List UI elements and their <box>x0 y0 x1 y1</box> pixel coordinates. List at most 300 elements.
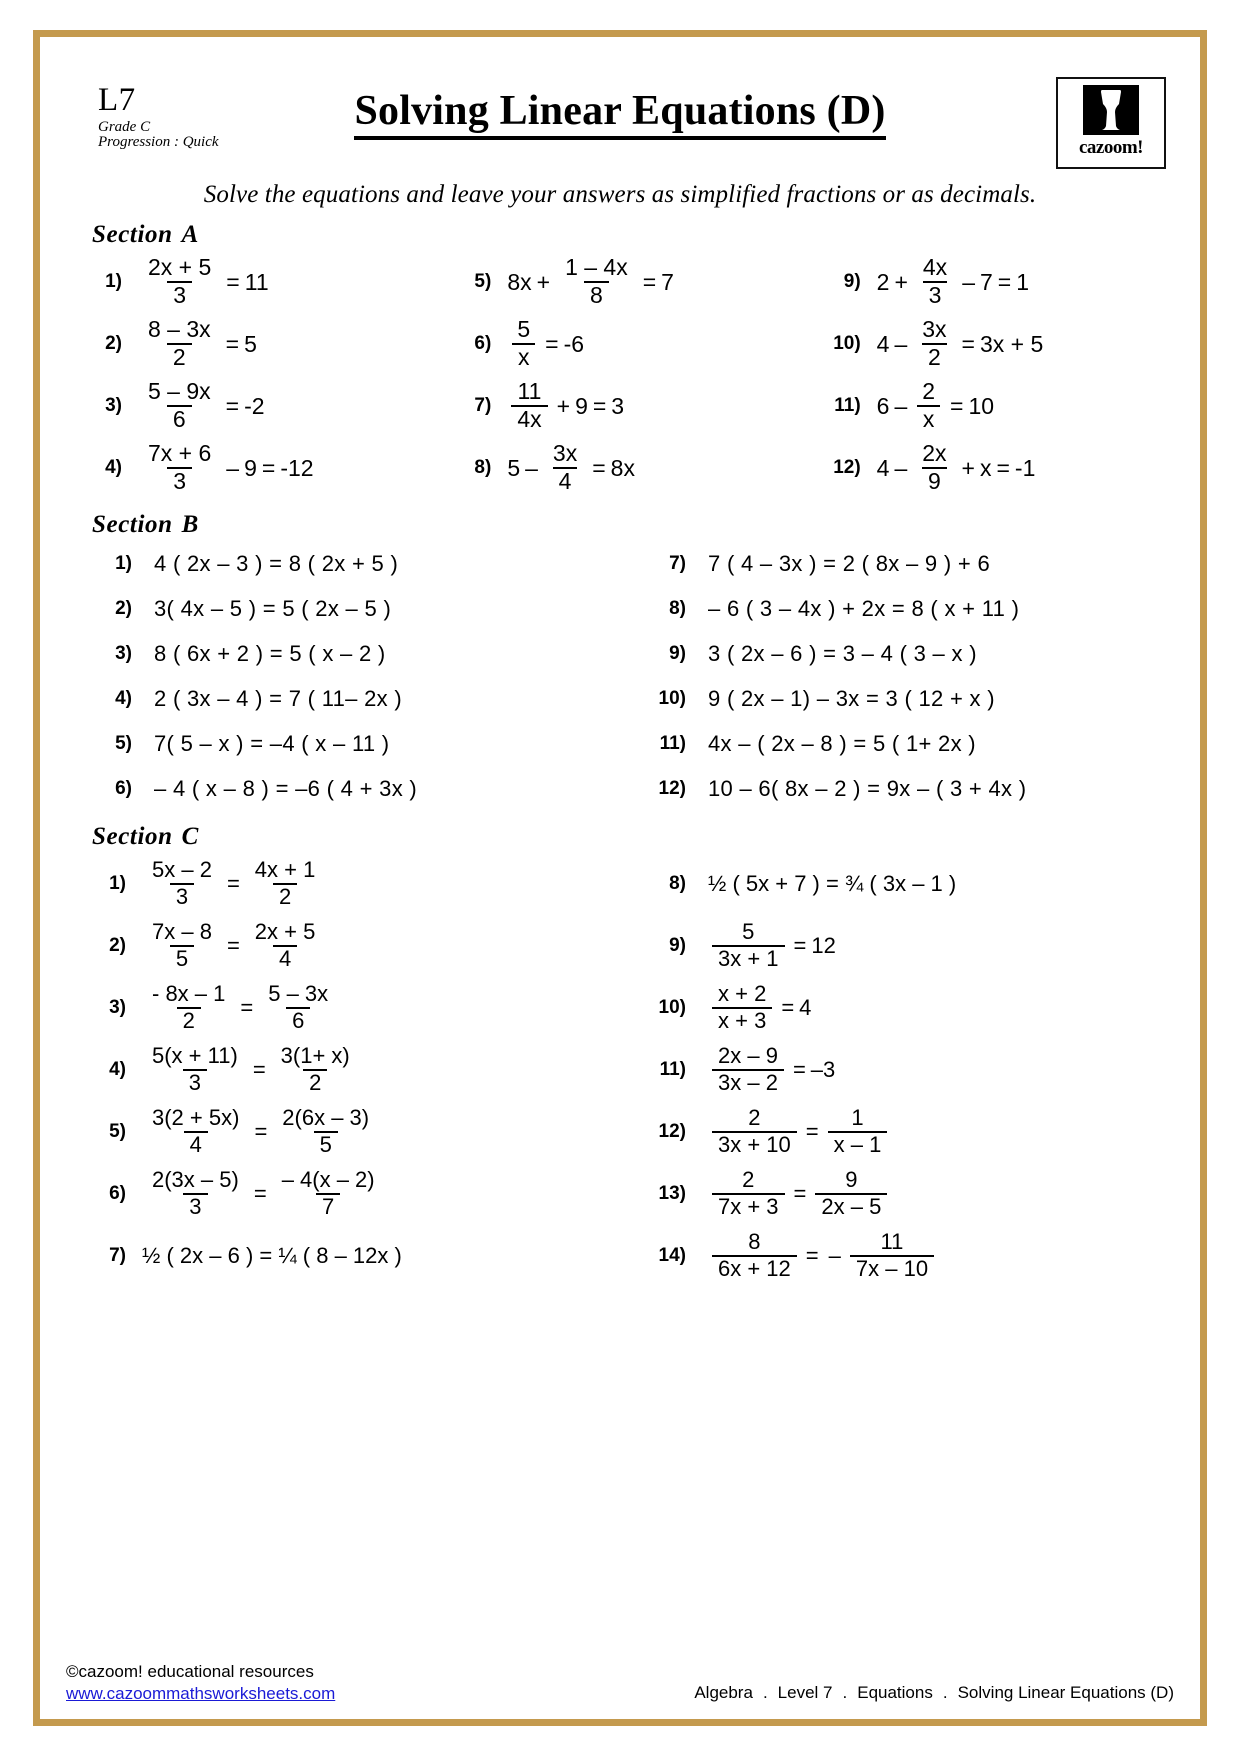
fraction <box>712 983 772 1033</box>
question-number: 5) <box>115 732 132 754</box>
math-term: ½ ( 5x + 7 ) = ¾ ( 3x – 1 ) <box>708 871 957 896</box>
math-operator: = <box>642 268 657 295</box>
question-item <box>805 313 1174 375</box>
question-number: 1) <box>109 873 126 894</box>
equation-expression: 7( 5 – x ) = –4 ( x – 11 ) <box>154 730 390 756</box>
question-item <box>620 1163 1174 1225</box>
math-operator: = <box>252 1057 266 1082</box>
question-item <box>66 631 620 676</box>
question-number: 12) <box>658 1121 686 1142</box>
fraction-denominator: 6x + 12 <box>712 1255 797 1281</box>
fraction-numerator: 7x – 8 <box>152 919 212 945</box>
equation-expression <box>708 1045 835 1095</box>
question-item <box>620 1225 1174 1287</box>
fraction-numerator: 2(3x – 5) <box>152 1167 239 1193</box>
section-c-letter: C <box>181 823 199 850</box>
question-number: 4) <box>105 457 122 478</box>
equation-expression: 3( 4x – 5 ) = 5 ( 2x – 5 ) <box>154 595 392 621</box>
math-operator: + <box>556 392 571 419</box>
equation-expression: 4 ( 2x – 3 ) = 8 ( 2x + 5 ) <box>154 550 399 576</box>
fraction-denominator: 3 <box>923 281 948 308</box>
question-item <box>620 586 1174 631</box>
question-number: 8) <box>669 597 686 619</box>
question-number: 11) <box>659 1059 686 1080</box>
question-number: 6) <box>115 777 132 799</box>
question-item <box>435 251 804 313</box>
fraction <box>547 442 583 494</box>
fraction-denominator: x – 1 <box>828 1131 888 1157</box>
fraction-denominator: 4 <box>553 467 578 494</box>
equation-expression <box>877 442 1036 494</box>
math-operator: + <box>894 268 908 295</box>
equation-expression <box>708 871 956 897</box>
math-term: 5 <box>507 454 521 481</box>
fraction <box>146 921 218 971</box>
section-a-heading <box>92 221 1174 249</box>
math-term: 4 <box>876 454 890 481</box>
fraction-denominator: x + 3 <box>712 1007 772 1033</box>
fraction-numerator: 7x + 6 <box>148 440 212 467</box>
fraction-denominator: 7x – 10 <box>850 1255 934 1281</box>
question-number: 5) <box>474 271 492 292</box>
question-number: 2) <box>105 333 122 354</box>
fraction-denominator: 2 <box>167 343 192 370</box>
math-term: 10 <box>968 392 995 419</box>
fraction <box>916 318 952 370</box>
website-link[interactable]: www.cazoommathsworksheets.com <box>66 1683 336 1703</box>
question-item <box>66 586 620 631</box>
math-term: 9 <box>575 392 588 419</box>
question-number: 2) <box>115 597 132 619</box>
fraction-numerator: 8 <box>748 1229 761 1255</box>
fraction <box>146 983 231 1033</box>
fraction-denominator: 2 <box>303 1069 327 1095</box>
math-operator: = <box>950 392 964 419</box>
math-term: -6 <box>563 330 585 357</box>
math-operator: = <box>226 268 240 295</box>
fraction-denominator: x <box>917 405 941 432</box>
fraction-numerator: - 8x – 1 <box>152 981 226 1007</box>
fraction-denominator: 3 <box>167 281 192 308</box>
fraction-denominator: 5 <box>170 945 194 971</box>
question-item <box>66 1163 620 1225</box>
question-item <box>620 541 1174 586</box>
question-item <box>620 853 1174 915</box>
question-number: 3) <box>109 997 126 1018</box>
math-term: 2 <box>876 268 890 295</box>
fraction-numerator: 2x + 5 <box>148 254 212 281</box>
question-item <box>66 676 620 721</box>
math-term: 8x <box>610 454 635 481</box>
fraction-denominator: 9 <box>922 467 947 494</box>
fraction-denominator: 6 <box>286 1007 310 1033</box>
question-number: 3) <box>105 395 122 416</box>
section-c-questions <box>66 853 1174 1287</box>
question-item <box>66 721 620 766</box>
question-number: 6) <box>474 333 492 354</box>
fraction-numerator: 9 <box>845 1167 858 1193</box>
math-operator: – <box>525 454 538 481</box>
fraction-denominator: 3x – 2 <box>712 1069 784 1095</box>
math-operator: = <box>996 454 1010 481</box>
math-operator: – <box>226 454 240 481</box>
question-item <box>805 375 1174 437</box>
question-number: 1) <box>105 271 122 292</box>
fraction-numerator: 5 <box>517 316 531 343</box>
breadcrumb-item: Level 7 <box>777 1683 833 1702</box>
question-number: 9) <box>669 642 686 664</box>
fraction <box>142 256 217 308</box>
fraction <box>276 1107 375 1157</box>
question-number: 1) <box>115 552 132 574</box>
fraction-numerator: 1 <box>851 1105 864 1131</box>
question-item <box>620 631 1174 676</box>
fraction-numerator: 1 – 4x <box>565 254 628 281</box>
equation-expression <box>138 442 314 494</box>
question-item <box>620 721 1174 766</box>
section-c-heading <box>92 823 1174 851</box>
fraction-numerator: 2 <box>748 1105 761 1131</box>
equation-expression: 8 ( 6x + 2 ) = 5 ( x – 2 ) <box>154 640 386 666</box>
fraction <box>146 1169 245 1219</box>
question-number: 12) <box>833 457 861 478</box>
question-number: 6) <box>109 1183 126 1204</box>
fraction-denominator: 6 <box>167 405 192 432</box>
equation-expression: 10 – 6( 8x – 2 ) = 9x – ( 3 + 4x ) <box>708 775 1027 801</box>
fraction-numerator: 4x + 1 <box>254 857 316 883</box>
progression-label: Progression : Quick <box>98 134 219 151</box>
fraction-numerator: 8 – 3x <box>148 316 211 343</box>
equation-expression <box>142 921 325 971</box>
fraction-numerator: 2 <box>742 1167 755 1193</box>
question-number: 7) <box>474 395 492 416</box>
fraction-denominator: 4 <box>184 1131 208 1157</box>
question-item <box>66 437 435 499</box>
fraction-denominator: 3 <box>170 883 194 909</box>
question-item <box>66 977 620 1039</box>
section-c-left-column <box>66 853 620 1287</box>
question-number: 10) <box>833 333 861 354</box>
fraction <box>850 1231 934 1281</box>
worksheet-content <box>40 37 1200 1719</box>
math-term: ½ ( 2x – 6 ) = ¼ ( 8 – 12x ) <box>142 1243 402 1268</box>
fraction <box>712 1231 797 1281</box>
question-item <box>805 251 1174 313</box>
fraction-numerator: 3(2 + 5x) <box>152 1105 240 1131</box>
math-operator: – <box>894 330 908 357</box>
fraction-denominator: 8 <box>584 281 609 308</box>
question-item <box>66 313 435 375</box>
question-number: 13) <box>658 1183 686 1204</box>
equation-expression <box>142 859 325 909</box>
fraction-denominator: 3 <box>183 1193 207 1219</box>
equation-expression: 2 ( 3x – 4 ) = 7 ( 11– 2x ) <box>154 685 402 711</box>
section-b-questions <box>66 541 1174 811</box>
math-term: -1 <box>1014 454 1036 481</box>
fraction-denominator: 2 <box>273 883 297 909</box>
math-operator: = <box>805 1243 819 1268</box>
question-item <box>620 1039 1174 1101</box>
equation-expression <box>142 1243 402 1269</box>
footer-credits <box>66 1661 335 1705</box>
question-number: 4) <box>115 687 132 709</box>
breadcrumb-item: Solving Linear Equations (D) <box>957 1683 1174 1702</box>
fraction <box>712 921 785 971</box>
fraction-denominator: 3x + 1 <box>712 945 785 971</box>
equation-expression: 4x – ( 2x – 8 ) = 5 ( 1+ 2x ) <box>708 730 976 756</box>
cazoom-vase-logo-icon <box>1083 85 1139 135</box>
fraction-numerator: 2x + 5 <box>254 919 316 945</box>
equation-expression <box>507 256 674 308</box>
equation-expression <box>142 1169 385 1219</box>
section-b-letter: B <box>181 511 199 538</box>
question-item <box>620 915 1174 977</box>
fraction <box>917 256 953 308</box>
breadcrumb-item: Algebra <box>694 1683 753 1702</box>
section-a-label: Section <box>92 221 173 248</box>
copyright-text: ©cazoom! educational resources <box>66 1661 314 1681</box>
fraction-denominator: 4 <box>273 945 297 971</box>
equation-expression <box>708 1169 891 1219</box>
cazoom-logo-wordmark: cazoom! <box>1078 137 1144 158</box>
fraction-denominator: 2 <box>922 343 947 370</box>
math-term: 4 <box>876 330 890 357</box>
section-c-label: Section <box>92 823 173 850</box>
question-number: 5) <box>109 1121 126 1142</box>
math-term: 1 <box>1016 268 1030 295</box>
worksheet-footer <box>66 1661 1174 1705</box>
math-term: –3 <box>810 1057 836 1082</box>
question-item <box>66 1225 620 1287</box>
equation-expression <box>708 983 811 1033</box>
question-item <box>66 853 620 915</box>
equation-expression <box>708 1107 891 1157</box>
fraction-numerator: 2(6x – 3) <box>282 1105 370 1131</box>
section-c-right-column <box>620 853 1174 1287</box>
math-operator: + <box>961 454 975 481</box>
equation-expression <box>138 380 265 432</box>
question-item <box>66 251 435 313</box>
fraction <box>916 442 952 494</box>
equation-expression <box>708 1231 938 1281</box>
math-operator: = <box>254 1119 268 1144</box>
math-operator: = <box>226 933 240 958</box>
question-number: 4) <box>109 1059 126 1080</box>
worksheet-header <box>66 55 1174 175</box>
fraction-numerator: 11 <box>517 378 542 405</box>
breadcrumb-separator: . <box>842 1683 848 1702</box>
equation-expression: 7 ( 4 – 3x ) = 2 ( 8x – 9 ) + 6 <box>708 550 990 576</box>
fraction-numerator: 2x – 9 <box>718 1043 778 1069</box>
breadcrumb-separator: . <box>762 1683 768 1702</box>
fraction-denominator: 5 <box>314 1131 338 1157</box>
fraction-numerator: 5 <box>742 919 755 945</box>
math-operator: – <box>962 268 975 295</box>
equation-expression <box>142 1107 379 1157</box>
math-term: -12 <box>280 454 314 481</box>
math-operator: = <box>225 330 240 357</box>
question-number: 9) <box>669 935 686 956</box>
grade-label: Grade C <box>98 118 151 135</box>
equation-expression: 9 ( 2x – 1) – 3x = 3 ( 12 + x ) <box>708 685 995 711</box>
math-term: 4 <box>799 995 812 1020</box>
math-operator: – <box>894 454 908 481</box>
fraction <box>275 1045 356 1095</box>
math-term: 12 <box>811 933 836 958</box>
fraction <box>511 380 547 432</box>
math-operator: = <box>792 1057 806 1082</box>
math-operator: = <box>805 1119 819 1144</box>
equation-expression <box>138 256 269 308</box>
breadcrumb-item: Equations <box>857 1683 933 1702</box>
fraction-denominator: 7 <box>316 1193 340 1219</box>
level-code: L7 <box>98 82 136 118</box>
question-number: 11) <box>834 395 861 416</box>
equation-expression <box>138 318 257 370</box>
fraction <box>142 318 217 370</box>
question-number: 7) <box>109 1245 126 1266</box>
question-number: 8) <box>669 873 686 894</box>
fraction <box>249 859 322 909</box>
fraction-numerator: 11 <box>880 1229 904 1255</box>
math-operator: = <box>225 392 240 419</box>
fraction-numerator: 3(1+ x) <box>280 1043 350 1069</box>
math-operator: = <box>545 330 559 357</box>
fraction <box>142 380 217 432</box>
math-term: 6 <box>876 392 890 419</box>
question-number: 9) <box>843 271 861 292</box>
fraction-numerator: – 4(x – 2) <box>281 1167 375 1193</box>
question-item <box>805 437 1174 499</box>
question-item <box>66 1101 620 1163</box>
math-term: 3x + 5 <box>979 330 1044 357</box>
equation-expression: 3 ( 2x – 6 ) = 3 – 4 ( 3 – x ) <box>708 640 977 666</box>
fraction-denominator: 7x + 3 <box>712 1193 785 1219</box>
question-number: 8) <box>474 457 492 478</box>
math-operator: = <box>240 995 254 1020</box>
fraction <box>712 1107 797 1157</box>
question-number: 12) <box>658 777 686 799</box>
math-term: 11 <box>244 268 269 295</box>
math-operator: = <box>793 933 807 958</box>
equation-expression <box>877 380 994 432</box>
math-operator: = <box>793 1181 807 1206</box>
question-item <box>620 766 1174 811</box>
math-term: 7 <box>661 268 674 295</box>
math-term: 5 <box>244 330 257 357</box>
question-item <box>620 1101 1174 1163</box>
math-operator: = <box>961 330 975 357</box>
math-operator: + <box>536 268 551 295</box>
question-number: 11) <box>659 732 686 754</box>
fraction-denominator: x <box>512 343 536 370</box>
equation-expression <box>877 318 1044 370</box>
math-term: 8x <box>507 268 532 295</box>
fraction <box>815 1169 887 1219</box>
fraction-numerator: 5(x + 11) <box>152 1043 238 1069</box>
math-operator: = <box>261 454 276 481</box>
math-term: 3 <box>611 392 625 419</box>
fraction <box>511 318 536 370</box>
fraction <box>712 1045 784 1095</box>
math-operator: – <box>828 1243 841 1268</box>
question-item <box>435 437 804 499</box>
fraction <box>559 256 634 308</box>
fraction-numerator: 2 <box>922 378 936 405</box>
fraction-denominator: 4x <box>511 405 547 432</box>
math-operator: = <box>592 392 607 419</box>
fraction <box>262 983 334 1033</box>
math-term: 9 <box>244 454 257 481</box>
fraction-numerator: 4x <box>922 254 948 281</box>
equation-expression: – 4 ( x – 8 ) = –6 ( 4 + 3x ) <box>154 775 418 801</box>
fraction-denominator: 3 <box>183 1069 207 1095</box>
question-item <box>620 977 1174 1039</box>
fraction-numerator: 5 – 9x <box>148 378 211 405</box>
fraction <box>916 380 941 432</box>
math-operator: = <box>997 268 1012 295</box>
breadcrumb <box>694 1683 1174 1705</box>
fraction <box>249 921 322 971</box>
question-number: 10) <box>658 687 686 709</box>
equation-expression <box>877 256 1029 308</box>
section-b-label: Section <box>92 511 173 538</box>
fraction-numerator: 5 – 3x <box>268 981 329 1007</box>
instruction-text: Solve the equations and leave your answers as simplified fractions or as decimals. <box>203 181 1037 208</box>
question-number: 14) <box>658 1245 686 1266</box>
fraction-numerator: x + 2 <box>718 981 767 1007</box>
fraction-numerator: 3x <box>552 440 578 467</box>
equation-expression <box>507 380 624 432</box>
math-operator: – <box>894 392 908 419</box>
question-item <box>435 313 804 375</box>
equation-expression: – 6 ( 3 – 4x ) + 2x = 8 ( x + 11 ) <box>708 595 1020 621</box>
section-a-letter: A <box>181 221 199 248</box>
math-operator: = <box>226 871 240 896</box>
equation-expression <box>142 983 338 1033</box>
math-operator: = <box>592 454 606 481</box>
breadcrumb-separator: . <box>942 1683 948 1702</box>
math-operator: = <box>253 1181 267 1206</box>
fraction <box>146 859 218 909</box>
question-item <box>66 1039 620 1101</box>
fraction <box>712 1169 785 1219</box>
math-term: 7 <box>979 268 993 295</box>
question-number: 3) <box>115 642 132 664</box>
cazoom-logo <box>1056 77 1166 169</box>
question-number: 2) <box>109 935 126 956</box>
math-operator: = <box>781 995 795 1020</box>
equation-expression <box>142 1045 360 1095</box>
equation-expression <box>507 318 584 370</box>
question-item <box>435 375 804 437</box>
fraction-denominator: 2 <box>177 1007 201 1033</box>
question-item <box>66 915 620 977</box>
fraction-numerator: 3x <box>922 316 947 343</box>
equation-expression <box>708 921 836 971</box>
fraction <box>828 1107 888 1157</box>
fraction <box>146 1045 244 1095</box>
question-number: 10) <box>658 997 686 1018</box>
fraction <box>276 1169 381 1219</box>
fraction-numerator: 5x – 2 <box>152 857 212 883</box>
question-item <box>66 541 620 586</box>
worksheet-border-frame <box>33 30 1207 1726</box>
fraction <box>146 1107 245 1157</box>
fraction-denominator: 3x + 10 <box>712 1131 797 1157</box>
fraction <box>142 442 217 494</box>
fraction-denominator: 2x – 5 <box>815 1193 887 1219</box>
